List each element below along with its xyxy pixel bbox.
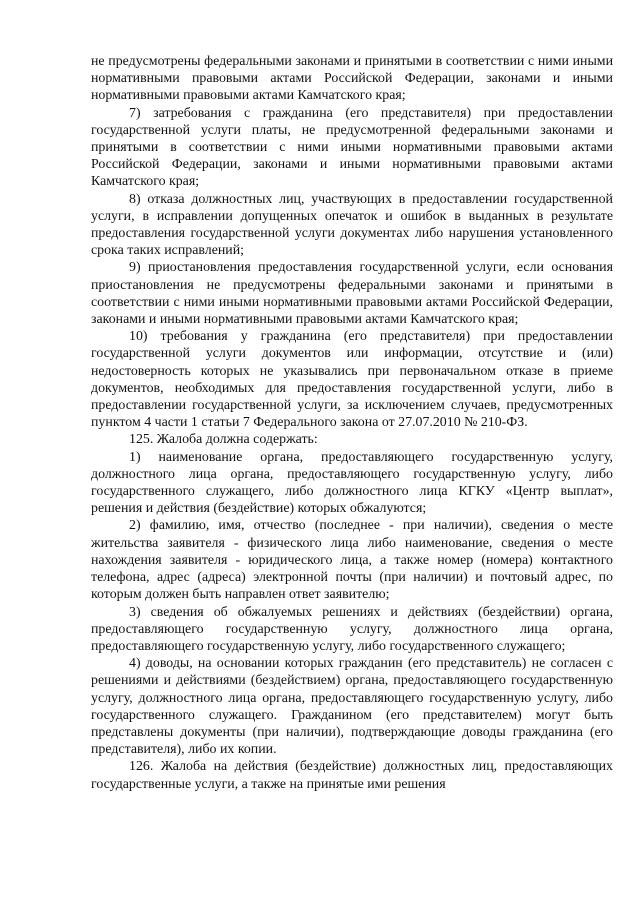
paragraph-item-1: 1) наименование органа, предоставляющего государственную услугу, должностного лица органа, предоставляющего государственную услугу, либо государственного служащего, либо должностного лица КГКУ «Центр выплат», решения и действия (бездействие) которых обжалуются;: [91, 449, 613, 517]
paragraph-item-10: 10) требования у гражданина (его представителя) при предоставлении государственной услуги документов или информации, отсутствие и (или) недостоверность которых не указывались при первоначальном отказе в приеме документов, необходимых для предоставления государственной услуги, либо в предоставлении государственной услуги, за исключением случаев, предусмотренных пунктом 4 части 1 статьи 7 Федерального закона от 27.07.2010 № 210-ФЗ.: [91, 329, 613, 431]
paragraph-item-9: 9) приостановления предоставления государственной услуги, если основания приостановления не предусмотрены федеральными законами и принятыми в соответствии с ними иными нормативными правовыми актами Российской Федерации, законами и иными нормативными правовыми актами Камчатского края;: [91, 260, 613, 328]
paragraph-continuation: не предусмотрены федеральными законами и принятыми в соответствии с ними иными нормативными правовыми актами Российской Федерации, законами и иными нормативными правовыми актами Камчатского края;: [91, 54, 613, 104]
paragraph-item-8: 8) отказа должностных лиц, участвующих в предоставлении государственной услуги, в исправлении допущенных опечаток и ошибок в выданных в результате предоставления государственной услуги документах либо нарушения установленного срока таких исправлений;: [91, 191, 613, 259]
paragraph-clause-126: 126. Жалоба на действия (бездействие) должностных лиц, предоставляющих государственные услуги, а также на принятые ими решения: [91, 759, 613, 792]
paragraph-item-3: 3) сведения об обжалуемых решениях и действиях (бездействии) органа, предоставляющего государственную услугу, должностного лица органа, предоставляющего государственную услугу, либо государственного служащего;: [91, 604, 613, 654]
paragraph-item-2: 2) фамилию, имя, отчество (последнее - при наличии), сведения о месте жительства заявителя - физического лица либо наименование, сведения о месте нахождения заявителя - юридического лица, а также номер (номера) контактного телефона, адрес (адреса) электронной почты (при наличии) и почтовый адрес, по которым должен быть направлен ответ заявителю;: [91, 518, 613, 603]
paragraph-clause-125: 125. Жалоба должна содержать:: [129, 432, 318, 448]
paragraph-item-4: 4) доводы, на основании которых гражданин (его представитель) не согласен с решениями и действиями (бездействием) органа, предоставляющего государственную услугу, должностного лица органа, предоставляющего государственную услугу, либо государственного служащего. Гражданином (его представителем) могут быть представлены документы (при наличии), подтверждающие доводы гражданина (его представителя), либо их копии.: [91, 656, 613, 758]
document-body: [91, 53, 613, 793]
paragraph-item-7: 7) затребования с гражданина (его представителя) при предоставлении государственной услуги платы, не предусмотренной федеральными законами и принятыми в соответствии с ними иными нормативными правовыми актами Российской Федерации, законами и иными нормативными правовыми актами Камчатского края;: [91, 105, 613, 190]
